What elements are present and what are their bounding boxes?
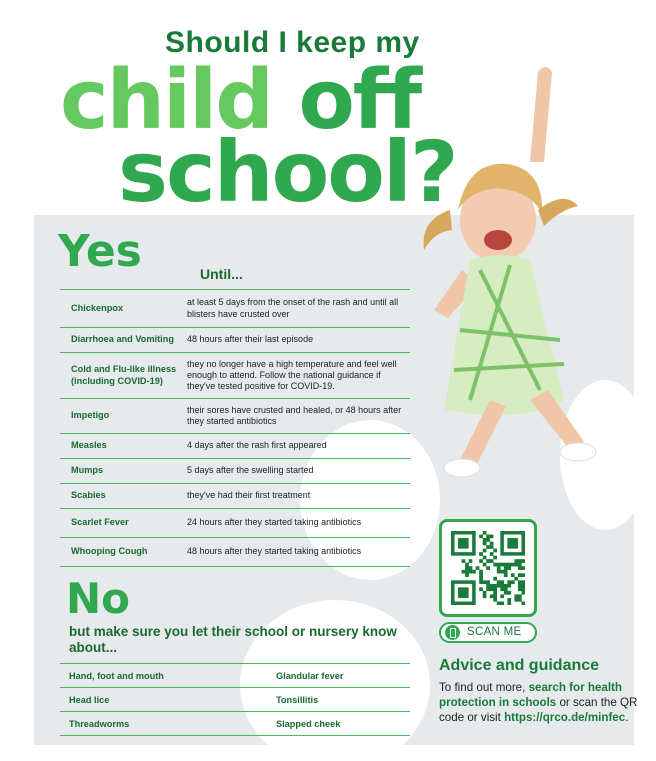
illness-name: Measles	[71, 440, 107, 451]
heading-question-mark: ?	[409, 123, 457, 221]
heading-word-off: off	[298, 53, 421, 148]
yes-table	[60, 289, 410, 567]
illness-name: Whooping Cough	[71, 546, 148, 557]
table-row	[60, 328, 410, 353]
jumping-girl-illustration	[420, 60, 650, 520]
illness-name: Scabies	[71, 490, 106, 501]
phone-icon	[445, 625, 460, 640]
table-row	[60, 484, 410, 509]
illness-name: Mumps	[71, 465, 104, 476]
illness-name: Diarrhoea and Vomiting	[71, 334, 174, 345]
table-row	[60, 353, 410, 399]
no-title: No	[66, 574, 131, 623]
table-row	[60, 399, 410, 434]
advice-title: Advice and guidance	[439, 657, 600, 674]
until-header: Until...	[200, 266, 243, 282]
advice-text-part: To find out more,	[439, 681, 529, 694]
illness-name: Chickenpox	[71, 302, 124, 313]
table-row	[60, 538, 410, 567]
until-text: their sores have crusted and healed, or 48 hours after they started antibiotics	[187, 404, 402, 426]
no-table	[60, 663, 410, 736]
condition-name: Glandular fever	[276, 670, 344, 681]
scan-me-label: SCAN ME	[467, 626, 522, 638]
heading-line-3	[118, 123, 457, 221]
illness-name: Scarlet Fever	[71, 517, 129, 528]
until-text: 48 hours after their last episode	[187, 334, 314, 345]
until-text: they no longer have a high temperature and feel well enough to attend. Follow the national guidance if they've tested positive for COVID-19.	[187, 358, 397, 392]
heading-word-school: school	[118, 123, 410, 221]
yes-title: Yes	[58, 226, 142, 277]
table-row	[60, 664, 410, 688]
until-text: 5 days after the swelling started	[187, 465, 314, 476]
advice-text	[439, 680, 649, 725]
condition-name: Hand, foot and mouth	[69, 670, 164, 681]
table-row	[60, 712, 410, 736]
heading-word-child: child	[60, 53, 272, 148]
advice-url-link[interactable]: https://qrco.de/minfec	[504, 711, 626, 725]
table-row	[60, 290, 410, 328]
until-text: 4 days after the rash first appeared	[187, 440, 327, 451]
table-row	[60, 459, 410, 484]
until-text: at least 5 days from the onset of the rash and until all blisters have crusted over	[187, 297, 399, 319]
qr-code[interactable]	[439, 519, 537, 617]
until-text: 24 hours after they started taking antibiotics	[187, 517, 362, 528]
condition-name: Tonsillitis	[276, 694, 319, 705]
table-row	[60, 434, 410, 459]
table-row	[60, 688, 410, 712]
illness-name: Cold and Flu-like illness (including COVID-19)	[71, 364, 177, 386]
advice-text-bold: search for health protection in schools	[439, 681, 623, 710]
heading-line-1: Should I keep my	[165, 26, 420, 59]
until-text: they've had their first treatment	[187, 490, 311, 501]
advice-text-part: .	[625, 711, 629, 725]
condition-name: Threadworms	[69, 718, 130, 729]
qr-code-graphic	[451, 531, 525, 605]
illness-name: Impetigo	[71, 410, 110, 421]
scan-me-badge[interactable]	[439, 622, 537, 643]
until-text: 48 hours after they started taking antibiotics	[187, 546, 362, 557]
condition-name: Slapped cheek	[276, 718, 341, 729]
advice-text-part: or scan the QR code or visit	[439, 696, 638, 725]
no-subtitle: but make sure you let their school or nursery know about...	[69, 624, 397, 656]
table-row	[60, 509, 410, 538]
condition-name: Head lice	[69, 694, 110, 705]
